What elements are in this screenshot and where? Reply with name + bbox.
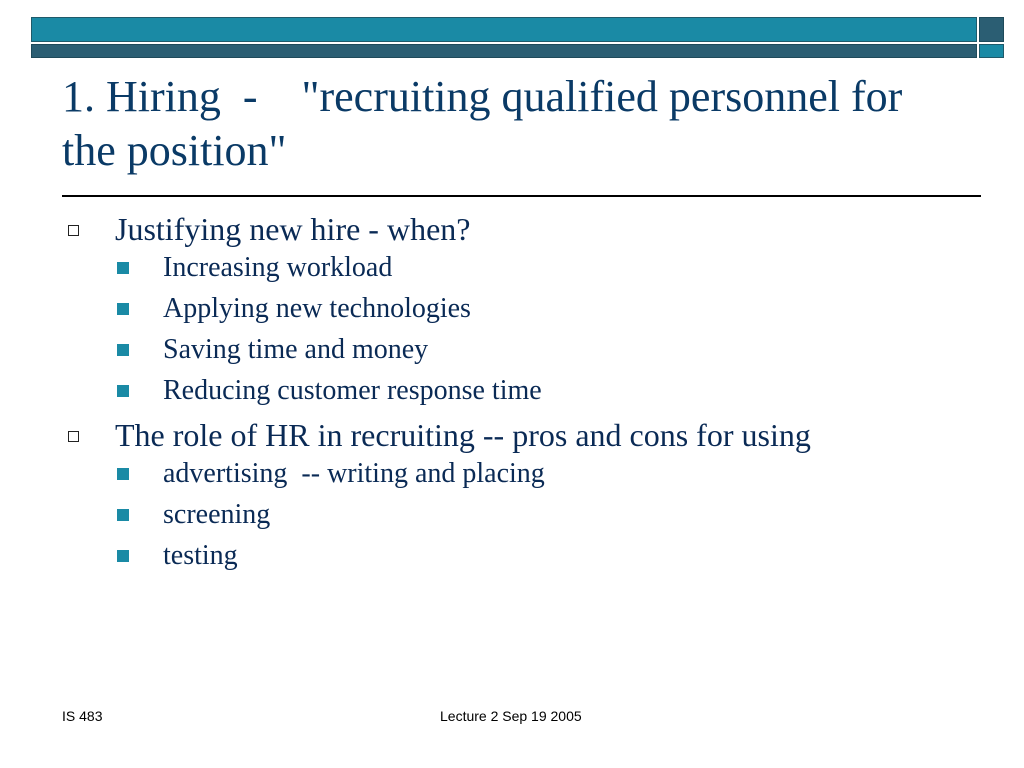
footer-lecture-label: Lecture 2 Sep 19 2005 (440, 708, 582, 724)
footer-course-label: IS 483 (62, 708, 103, 724)
hollow-square-bullet-icon (68, 225, 79, 236)
filled-square-bullet-icon (117, 509, 129, 521)
section-heading (62, 211, 962, 247)
list-item-text: Applying new technologies (163, 293, 471, 324)
header-bar-bottom (31, 44, 977, 58)
list-item-text: advertising -- writing and placing (163, 458, 545, 489)
list-item (62, 288, 962, 329)
filled-square-bullet-icon (117, 385, 129, 397)
list-item (62, 535, 962, 576)
list-item-text: screening (163, 499, 271, 530)
header-bar-top (31, 17, 977, 42)
filled-square-bullet-icon (117, 262, 129, 274)
list-item-text: Increasing workload (163, 252, 393, 283)
section-heading-text: The role of HR in recruiting -- pros and cons for using (115, 417, 811, 453)
section-heading (62, 417, 962, 453)
section-heading-text: Justifying new hire - when? (115, 211, 471, 247)
list-item (62, 329, 962, 370)
list-item-text: Saving time and money (163, 334, 429, 365)
filled-square-bullet-icon (117, 303, 129, 315)
list-item (62, 453, 962, 494)
filled-square-bullet-icon (117, 468, 129, 480)
header-square-bottom (979, 44, 1004, 58)
hollow-square-bullet-icon (68, 431, 79, 442)
list-item (62, 370, 962, 411)
slide-title: 1. Hiring - "recruiting qualified personnel for the position" (62, 72, 914, 175)
header-square-top (979, 17, 1004, 42)
filled-square-bullet-icon (117, 344, 129, 356)
list-item (62, 494, 962, 535)
filled-square-bullet-icon (117, 550, 129, 562)
title-divider (62, 195, 981, 197)
list-item-text: Reducing customer response time (163, 375, 542, 406)
list-item-text: testing (163, 540, 238, 571)
slide-content (62, 205, 962, 576)
list-item (62, 247, 962, 288)
